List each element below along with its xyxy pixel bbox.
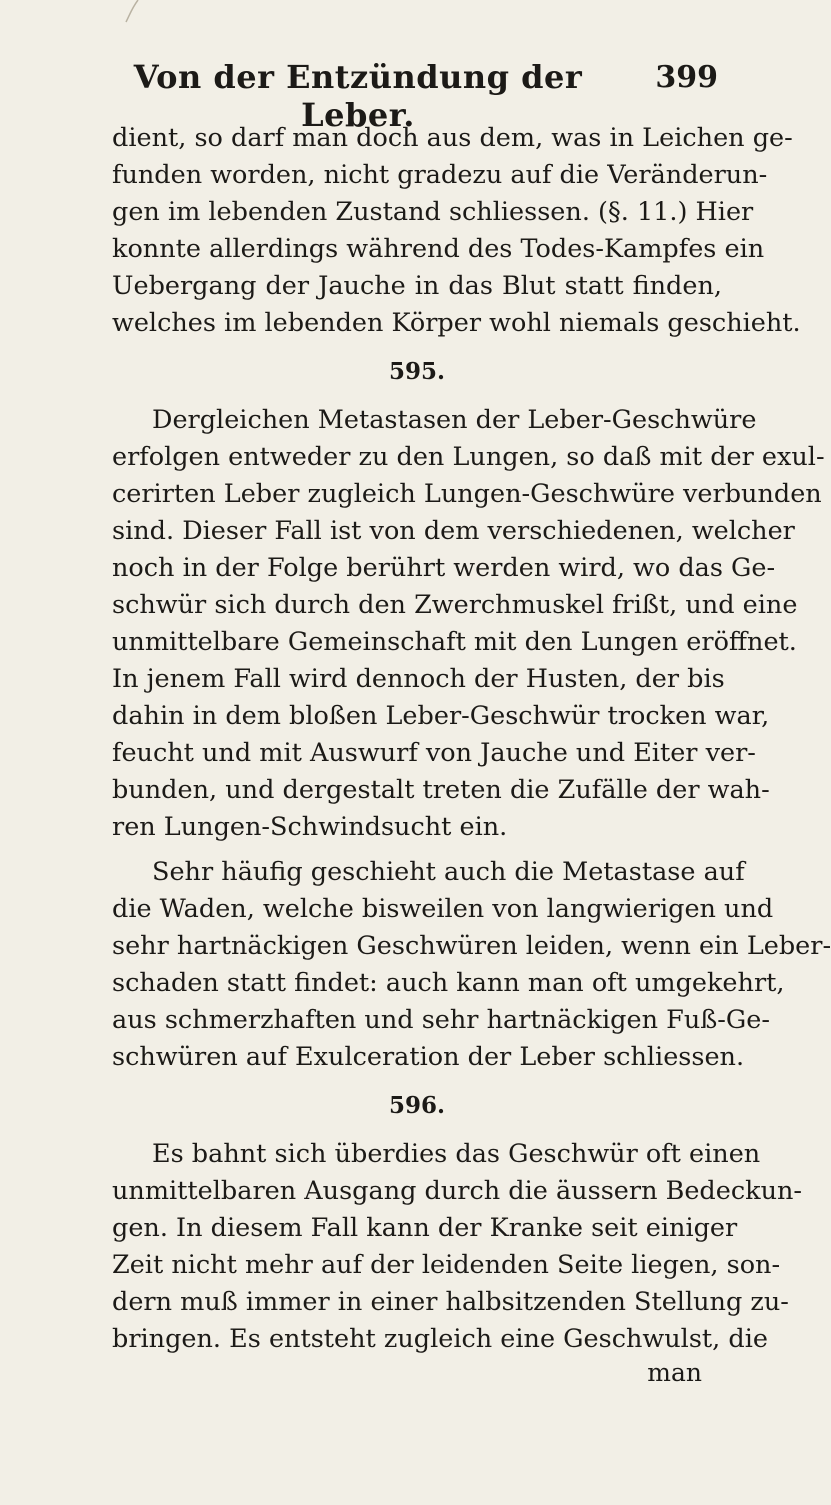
catchword: man (647, 1358, 702, 1387)
text-line: funden worden, nicht gradezu auf die Veränderun- (112, 160, 768, 190)
running-title: Von der Entzündung der Leber. (133, 58, 583, 134)
text-line: Sehr häufig geschieht auch die Metastase auf (152, 857, 745, 887)
text-line: dern muß immer in einer halbsitzenden Stellung zu- (112, 1287, 789, 1317)
text-line: gen im lebenden Zustand schliessen. (§. 11.) Hier (112, 197, 754, 227)
text-line: noch in der Folge berührt werden wird, wo das Ge- (112, 553, 776, 583)
page-edge-mark (122, 0, 140, 22)
text-line: erfolgen entweder zu den Lungen, so daß mit der exul- (112, 442, 825, 472)
text-line: dient, so darf man doch aus dem, was in Leichen ge- (112, 123, 793, 153)
paragraph-4 (112, 1136, 803, 1358)
page-header (108, 58, 718, 134)
text-line: unmittelbare Gemeinschaft mit den Lungen eröffnet. (112, 627, 797, 657)
paragraph-1 (112, 120, 801, 342)
page-number: 399 (655, 60, 718, 95)
text-line: gen. In diesem Fall kann der Kranke seit einiger (112, 1213, 738, 1243)
text-line: aus schmerzhaften und sehr hartnäckigen Fuß-Ge- (112, 1005, 770, 1035)
text-line: unmittelbaren Ausgang durch die äussern Bedeckun- (112, 1176, 803, 1206)
text-line: sehr hartnäckigen Geschwüren leiden, wenn ein Leber- (112, 931, 831, 961)
text-line: schaden statt findet: auch kann man oft umgekehrt, (112, 968, 785, 998)
text-line: Es bahnt sich überdies das Geschwür oft einen (152, 1139, 761, 1169)
text-line: schwüren auf Exulceration der Leber schliessen. (112, 1042, 745, 1072)
text-line: cerirten Leber zugleich Lungen-Geschwüre verbunden (112, 479, 822, 509)
text-line: schwür sich durch den Zwerchmuskel frißt, und eine (112, 590, 798, 620)
text-line: Zeit nicht mehr auf der leidenden Seite liegen, son- (112, 1250, 781, 1280)
text-line: welches im lebenden Körper wohl niemals geschieht. (112, 308, 801, 338)
text-line: bringen. Es entsteht zugleich eine Geschwulst, die (112, 1324, 768, 1354)
text-line: bunden, und dergestalt treten die Zufälle der wah- (112, 775, 770, 805)
text-line: feucht und mit Auswurf von Jauche und Eiter ver- (112, 738, 756, 768)
text-line: ren Lungen-Schwindsucht ein. (112, 812, 508, 842)
section-number-596: 596. (388, 1092, 446, 1119)
text-line: dahin in dem bloßen Leber-Geschwür trocken war, (112, 701, 770, 731)
text-line: Uebergang der Jauche in das Blut statt finden, (112, 271, 722, 301)
paragraph-2 (112, 402, 825, 846)
text-line: die Waden, welche bisweilen von langwierigen und (112, 894, 774, 924)
paragraph-3 (112, 854, 831, 1076)
text-line: Dergleichen Metastasen der Leber-Geschwüre (152, 405, 757, 435)
section-number-595: 595. (388, 358, 446, 385)
text-line: In jenem Fall wird dennoch der Husten, der bis (112, 664, 725, 694)
text-line: sind. Dieser Fall ist von dem verschiedenen, welcher (112, 516, 795, 546)
text-line: konnte allerdings während des Todes-Kampfes ein (112, 234, 765, 264)
body-text (112, 120, 831, 1388)
